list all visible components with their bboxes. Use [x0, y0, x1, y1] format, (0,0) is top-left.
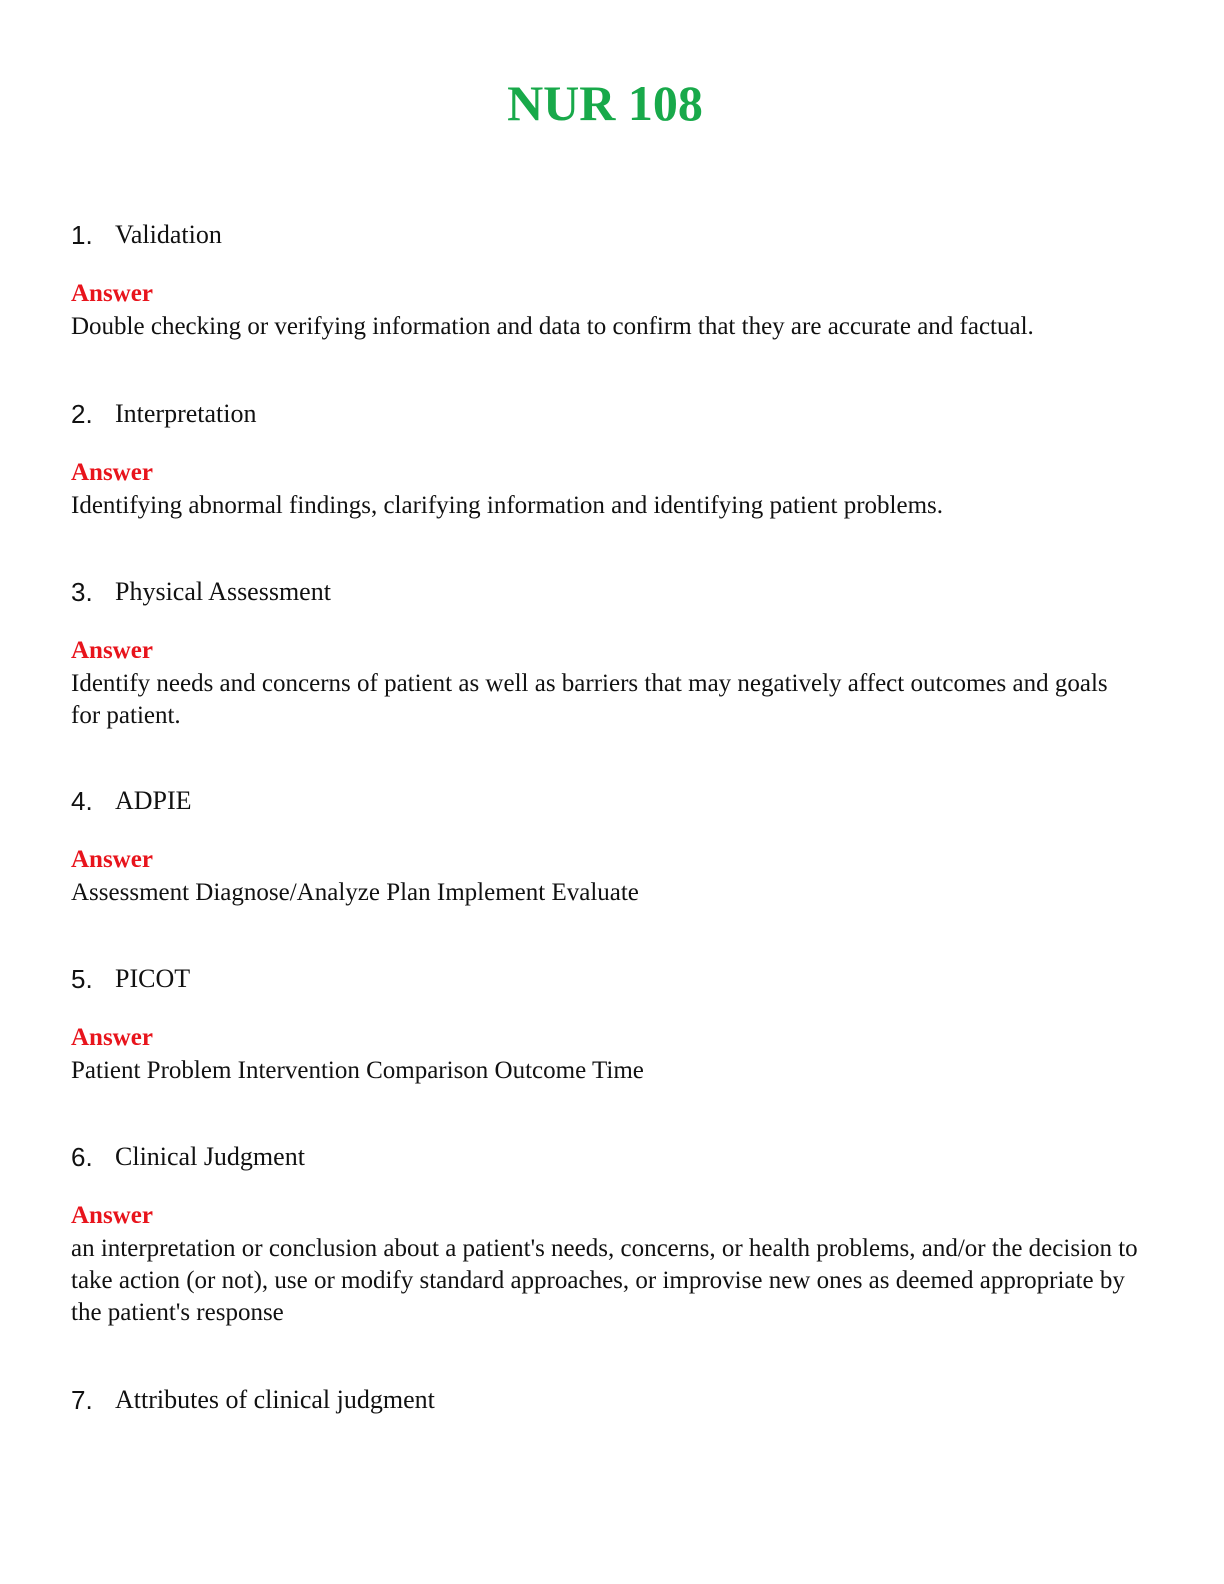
- question-number: 5.: [71, 964, 93, 994]
- answer-text: Patient Problem Intervention Comparison Outcome Time: [71, 1057, 644, 1084]
- question-number: 2.: [71, 399, 93, 429]
- answer-text: Double checking or verifying information and data to confirm that they are accurate and factual.: [71, 313, 1034, 340]
- answer-label: Answer: [71, 1024, 153, 1051]
- qa-item-1: [71, 218, 1161, 343]
- answer-label: Answer: [71, 280, 153, 307]
- question-number: 3.: [71, 577, 93, 607]
- answer-text: Identifying abnormal findings, clarifying information and identifying patient problems.: [71, 492, 944, 519]
- answer-label: Answer: [71, 846, 153, 873]
- qa-item-5: [71, 962, 1161, 1087]
- answer-text: Identify needs and concerns of patient as well as barriers that may negatively affect outcomes and goals for patient.: [71, 670, 1108, 729]
- question-text: Validation: [115, 220, 222, 249]
- question-text: Attributes of clinical judgment: [115, 1385, 435, 1414]
- question-number: 4.: [71, 786, 93, 816]
- question-row: [71, 784, 1161, 818]
- question-row: [71, 218, 1161, 252]
- question-text: Clinical Judgment: [115, 1142, 305, 1171]
- question-text: PICOT: [115, 964, 191, 993]
- question-row: [71, 575, 1161, 609]
- answer-label: Answer: [71, 637, 153, 664]
- question-row: [71, 962, 1161, 996]
- answer-text: Assessment Diagnose/Analyze Plan Implement Evaluate: [71, 879, 639, 906]
- answer-label: Answer: [71, 1202, 153, 1229]
- question-number: 7.: [71, 1385, 93, 1415]
- document-title: NUR 108: [507, 75, 703, 131]
- question-row: [71, 1383, 1161, 1417]
- qa-item-6: [71, 1140, 1161, 1329]
- question-number: 6.: [71, 1142, 93, 1172]
- question-number: 1.: [71, 220, 93, 250]
- answer-label: Answer: [71, 459, 153, 486]
- qa-item-4: [71, 784, 1161, 909]
- question-text: Physical Assessment: [115, 577, 331, 606]
- question-text: ADPIE: [115, 786, 192, 815]
- qa-item-3: [71, 575, 1161, 732]
- question-text: Interpretation: [115, 399, 257, 428]
- question-row: [71, 1140, 1161, 1174]
- qa-item-7: [71, 1383, 1161, 1417]
- answer-text: an interpretation or conclusion about a patient's needs, concerns, or health problems, and/or the decision to take action (or not), use or modify standard approaches, or improvise new ones as deemed appropriate by the patient's response: [71, 1235, 1138, 1326]
- qa-item-2: [71, 397, 1161, 522]
- question-row: [71, 397, 1161, 431]
